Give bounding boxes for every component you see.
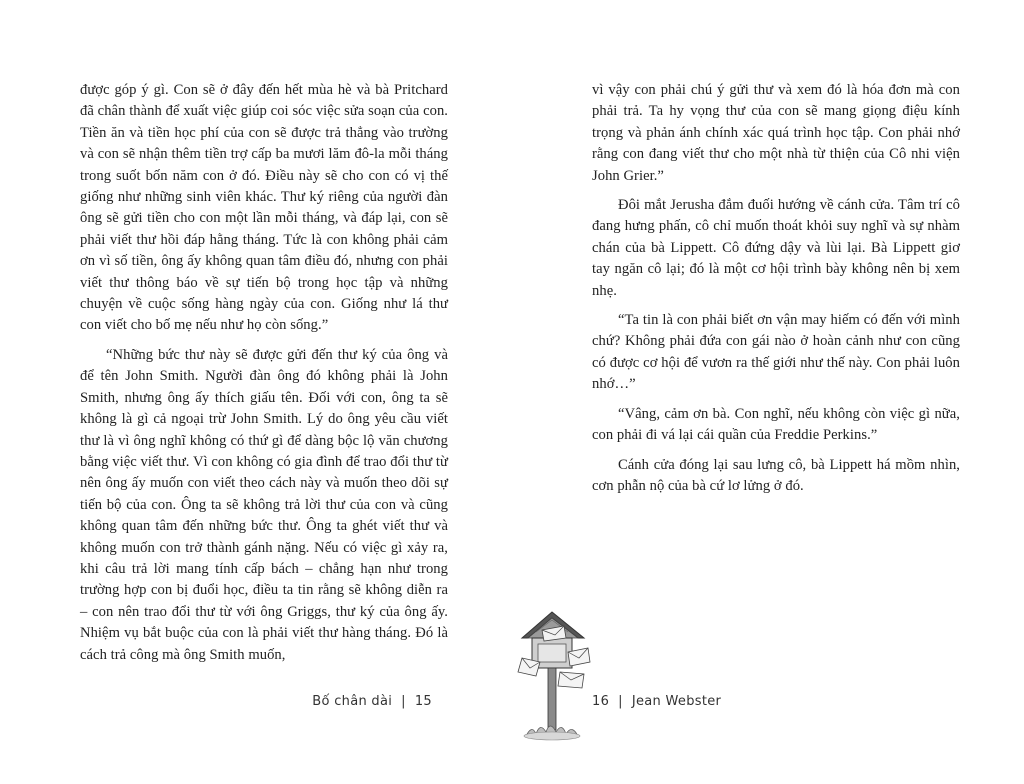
right-folio-author: Jean Webster	[631, 694, 722, 709]
right-folio-separator: |	[618, 694, 623, 709]
right-paragraph-2: Đôi mắt Jerusha đắm đuối hướng về cánh cửa. Tâm trí cô đang hưng phấn, cô chỉ muốn thoát khỏi suy nghĩ và sự nhàm chán của bà Lippett. Cô đứng dậy và lùi lại. Bà Lippett giơ tay ngăn cô lại; đó là một cơ hội trình bày không nên bị xem nhẹ.	[592, 197, 960, 299]
right-paragraph-5: Cánh cửa đóng lại sau lưng cô, bà Lippett há mồm nhìn, cơn phẫn nộ của bà cứ lơ lửng ở đó.	[592, 456, 960, 494]
right-paragraph-1: vì vậy con phải chú ý gửi thư và xem đó là hóa đơn mà con phải trả. Ta hy vọng thư của con sẽ mang giọng điệu kính trọng và phản ánh chính xác quá trình học tập. Con phải nhớ rằng con đang viết thư cho một nhà từ thiện của Cô nhi viện John Grier.”	[592, 82, 960, 184]
left-paragraph-2: “Những bức thư này sẽ được gửi đến thư ký của ông và để tên John Smith. Người đàn ông đó không phải là John Smith, nhưng ông ấy thích giấu tên. Đối với con, ông ta sẽ không là gì cả ngoại trừ John Smith. Lý do ông yêu cầu viết thư là vì ông nghĩ không có thứ gì để dàng bộc lộ văn chương bằng việc viết thư. Vì con không có gia đình để trao đổi thư từ nên ông ấy muốn con viết theo cách này và muốn theo dõi sự tiến bộ của con. Ông ta sẽ không trả lời thư của con và cũng không quan tâm đến những bức thư. Ông ta ghét viết thư và không muốn con trở thành gánh nặng. Nếu có việc gì xảy ra, khi câu trả lời mang tính cấp bách – chẳng hạn như trong trường hợp con bị đuổi học, điều ta tin rằng sẽ không diễn ra – con nên trao đổi thư từ với ông Griggs, thư ký của ông ấy. Nhiệm vụ bắt buộc của con là phải viết thư hàng tháng. Đó là cách trả công mà ông Smith muốn,	[80, 346, 448, 663]
left-folio	[312, 694, 432, 709]
right-folio	[592, 694, 721, 709]
right-page	[592, 80, 960, 505]
mailbox-illustration-icon	[512, 608, 598, 742]
left-paragraph-1: được góp ý gì. Con sẽ ở đây đến hết mùa hè và bà Pritchard đã chân thành để xuất việc giúp coi sóc việc sửa soạn của con. Tiền ăn và tiền học phí của con sẽ được trả thẳng vào trường và con sẽ nhận thêm tiền trợ cấp ba mươi lăm đô-la mỗi tháng trong suốt bốn năm con ở đó. Điều này sẽ cho con có vị thế giống như những sinh viên khác. Thư ký riêng của người đàn ông sẽ gửi tiền cho con một lần mỗi tháng, và đáp lại, con sẽ phải viết thư hồi đáp hằng tháng. Tức là con không phải cảm ơn vì số tiền, ông ấy không quan tâm điều đó, nhưng con phải viết thư thông báo về sự tiến bộ trong học tập và những chuyện về cuộc sống hàng ngày của con. Giống như lá thư con viết cho bố mẹ nếu như họ còn sống.”	[80, 82, 448, 334]
left-folio-page-number: 15	[414, 694, 432, 709]
right-paragraph-3: “Ta tin là con phải biết ơn vận may hiếm có đến với mình chứ? Không phải đứa con gái nào ở hoàn cảnh như con cũng có được cơ hội để vươn ra thế giới như thế này. Con phải luôn nhớ…”	[592, 312, 960, 393]
left-folio-title: Bố chân dài	[312, 694, 393, 709]
right-paragraph-4: “Vâng, cảm ơn bà. Con nghĩ, nếu không còn việc gì nữa, con phải đi vá lại cái quần của Freddie Perkins.”	[592, 405, 960, 444]
right-folio-page-number: 16	[592, 694, 610, 709]
left-page	[80, 80, 448, 674]
left-folio-separator: |	[401, 694, 406, 709]
